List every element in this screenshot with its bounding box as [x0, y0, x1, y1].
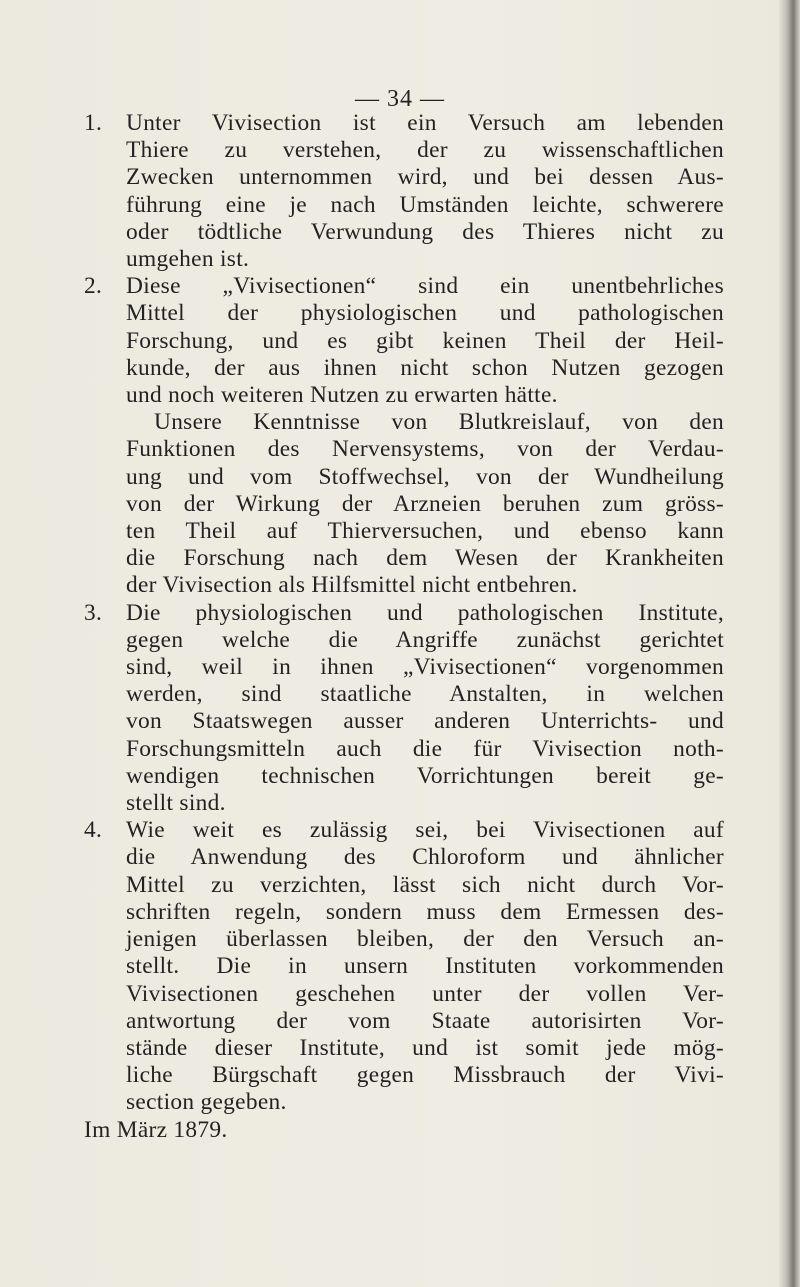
- text-line: von der Wirkung der Arzneien beruhen zum gröss-: [126, 490, 724, 517]
- text-line: Wie weit es zulässig sei, bei Vivisectionen auf: [126, 817, 724, 844]
- text-line: Unter Vivisection ist ein Versuch am lebenden: [126, 110, 724, 136]
- text-line: stände dieser Institute, und ist somit jede mög-: [126, 1034, 724, 1061]
- text-line: ten Theil auf Thierversuchen, und ebenso kann: [126, 518, 724, 545]
- item-number: 4.: [84, 817, 103, 844]
- text-line: ung und vom Stoffwechsel, von der Wundheilung: [126, 463, 724, 490]
- date-line: Im März 1879.: [84, 1116, 228, 1143]
- paragraph: [84, 409, 724, 599]
- item-number: 1.: [84, 110, 103, 136]
- text-line: stellt sind.: [126, 790, 226, 817]
- text-line: Vivisectionen geschehen unter der vollen Ver-: [126, 980, 724, 1007]
- numbered-item-3: [84, 600, 724, 818]
- text-line: Zwecken unternommen wird, und bei dessen Aus-: [126, 164, 724, 191]
- numbered-item-4: [84, 817, 724, 1116]
- text-line: kunde, der aus ihnen nicht schon Nutzen gezogen: [126, 354, 724, 381]
- text-line: Unsere Kenntnisse von Blutkreislauf, von den: [154, 409, 724, 436]
- text-line: oder tödtliche Verwundung des Thieres nicht zu: [126, 218, 724, 245]
- text-line: Diese „Vivisectionen“ sind ein unentbehrliches: [126, 273, 724, 300]
- item-number: 2.: [84, 273, 103, 300]
- text-line: der Vivisection als Hilfsmittel nicht entbehren.: [126, 572, 578, 599]
- text-line: stellt. Die in unsern Instituten vorkommenden: [126, 953, 724, 980]
- body-text: [84, 110, 724, 1144]
- numbered-item-2: [84, 273, 724, 409]
- text-line: gegen welche die Angriffe zunächst gerichtet: [126, 626, 724, 653]
- text-line: jenigen überlassen bleiben, der den Versuch an-: [126, 926, 724, 953]
- text-line: von Staatswegen ausser anderen Unterrichts- und: [126, 708, 724, 735]
- text-line: werden, sind staatliche Anstalten, in welchen: [126, 681, 724, 708]
- text-line: umgehen ist.: [126, 246, 250, 273]
- text-line: die Forschung nach dem Wesen der Krankheiten: [126, 545, 724, 572]
- text-line: Thiere zu verstehen, der zu wissenschaftlichen: [126, 137, 724, 164]
- text-line: Funktionen des Nervensystems, von der Verdau-: [126, 436, 724, 463]
- page-number: — 34 —: [355, 86, 445, 112]
- text-line: wendigen technischen Vorrichtungen bereit ge-: [126, 762, 724, 789]
- text-line: liche Bürgschaft gegen Missbrauch der Vivi-: [126, 1062, 724, 1089]
- text-line: Mittel der physiologischen und pathologischen: [126, 300, 724, 327]
- text-line: Die physiologischen und pathologischen Institute,: [126, 599, 724, 626]
- numbered-item-1: [84, 110, 724, 273]
- text-line: section gegeben.: [126, 1089, 287, 1116]
- text-line: Forschungsmitteln auch die für Vivisection noth-: [126, 735, 724, 762]
- text-line: Forschung, und es gibt keinen Theil der Heil-: [126, 327, 724, 354]
- text-line: Mittel zu verzichten, lässt sich nicht durch Vor-: [126, 871, 724, 898]
- text-line: antwortung der vom Staate autorisirten Vor-: [126, 1007, 724, 1034]
- text-line: und noch weiteren Nutzen zu erwarten hätte.: [126, 382, 558, 409]
- item-number: 3.: [84, 599, 103, 626]
- text-line: sind, weil in ihnen „Vivisectionen“ vorgenommen: [126, 654, 724, 681]
- text-line: die Anwendung des Chloroform und ähnlicher: [126, 844, 724, 871]
- page-edge-shadow: [778, 0, 800, 1287]
- text-line: schriften regeln, sondern muss dem Ermessen des-: [126, 898, 724, 925]
- text-line: führung eine je nach Umständen leichte, schwerere: [126, 191, 724, 218]
